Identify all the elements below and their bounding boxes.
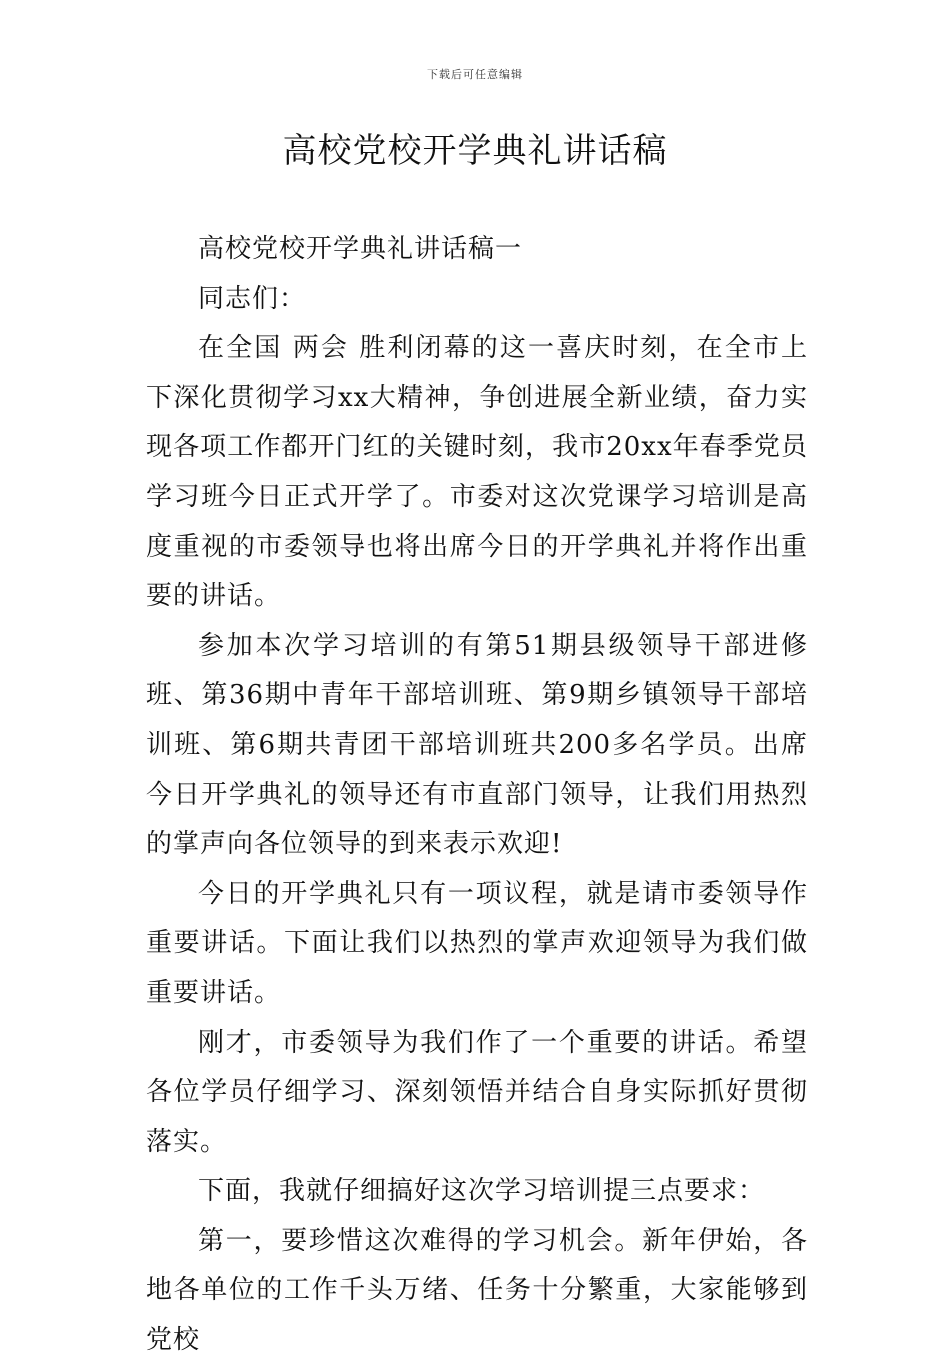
paragraph-salutation: 同志们： xyxy=(198,283,307,314)
paragraph: 第一，要珍惜这次难得的学习机会。新年伊始，各地各单位的工作千头万绪、任务十分繁重，大家能够到党校 xyxy=(146,1225,808,1356)
document-title: 高校党校开学典礼讲话稿 xyxy=(282,131,668,171)
document-body xyxy=(146,225,808,1366)
paragraph: 在全国 两会 胜利闭幕的这一喜庆时刻，在全市上下深化贯彻学习xx大精神，争创进展全新业绩，奋力实现各项工作都开门红的关键时刻，我市20xx年春季党员学习班今日正式开学了。市委对这次党课学习培训是高度重视的市委领导也将出席今日的开学典礼并将作出重要的讲话。 xyxy=(146,333,808,612)
paragraph-subtitle: 高校党校开学典礼讲话稿一 xyxy=(198,234,523,264)
paragraph: 今日的开学典礼只有一项议程，就是请市委领导作重要讲话。下面让我们以热烈的掌声欢迎领导为我们做重要讲话。 xyxy=(146,878,808,1008)
paragraph: 参加本次学习培训的有第51期县级领导干部进修班、第36期中青年干部培训班、第9期乡镇领导干部培训班、第6期共青团干部培训班共200多名学员。出席今日开学典礼的领导还有市直部门领导，让我们用热烈的掌声向各位领导的到来表示欢迎! xyxy=(146,630,808,860)
paragraph: 下面，我就仔细搞好这次学习培训提三点要求： xyxy=(198,1176,766,1207)
header-note: 下载后可任意编辑 xyxy=(427,68,523,81)
paragraph: 刚才，市委领导为我们作了一个重要的讲话。希望各位学员仔细学习、深刻领悟并结合自身实际抓好贯彻落实。 xyxy=(146,1027,808,1157)
